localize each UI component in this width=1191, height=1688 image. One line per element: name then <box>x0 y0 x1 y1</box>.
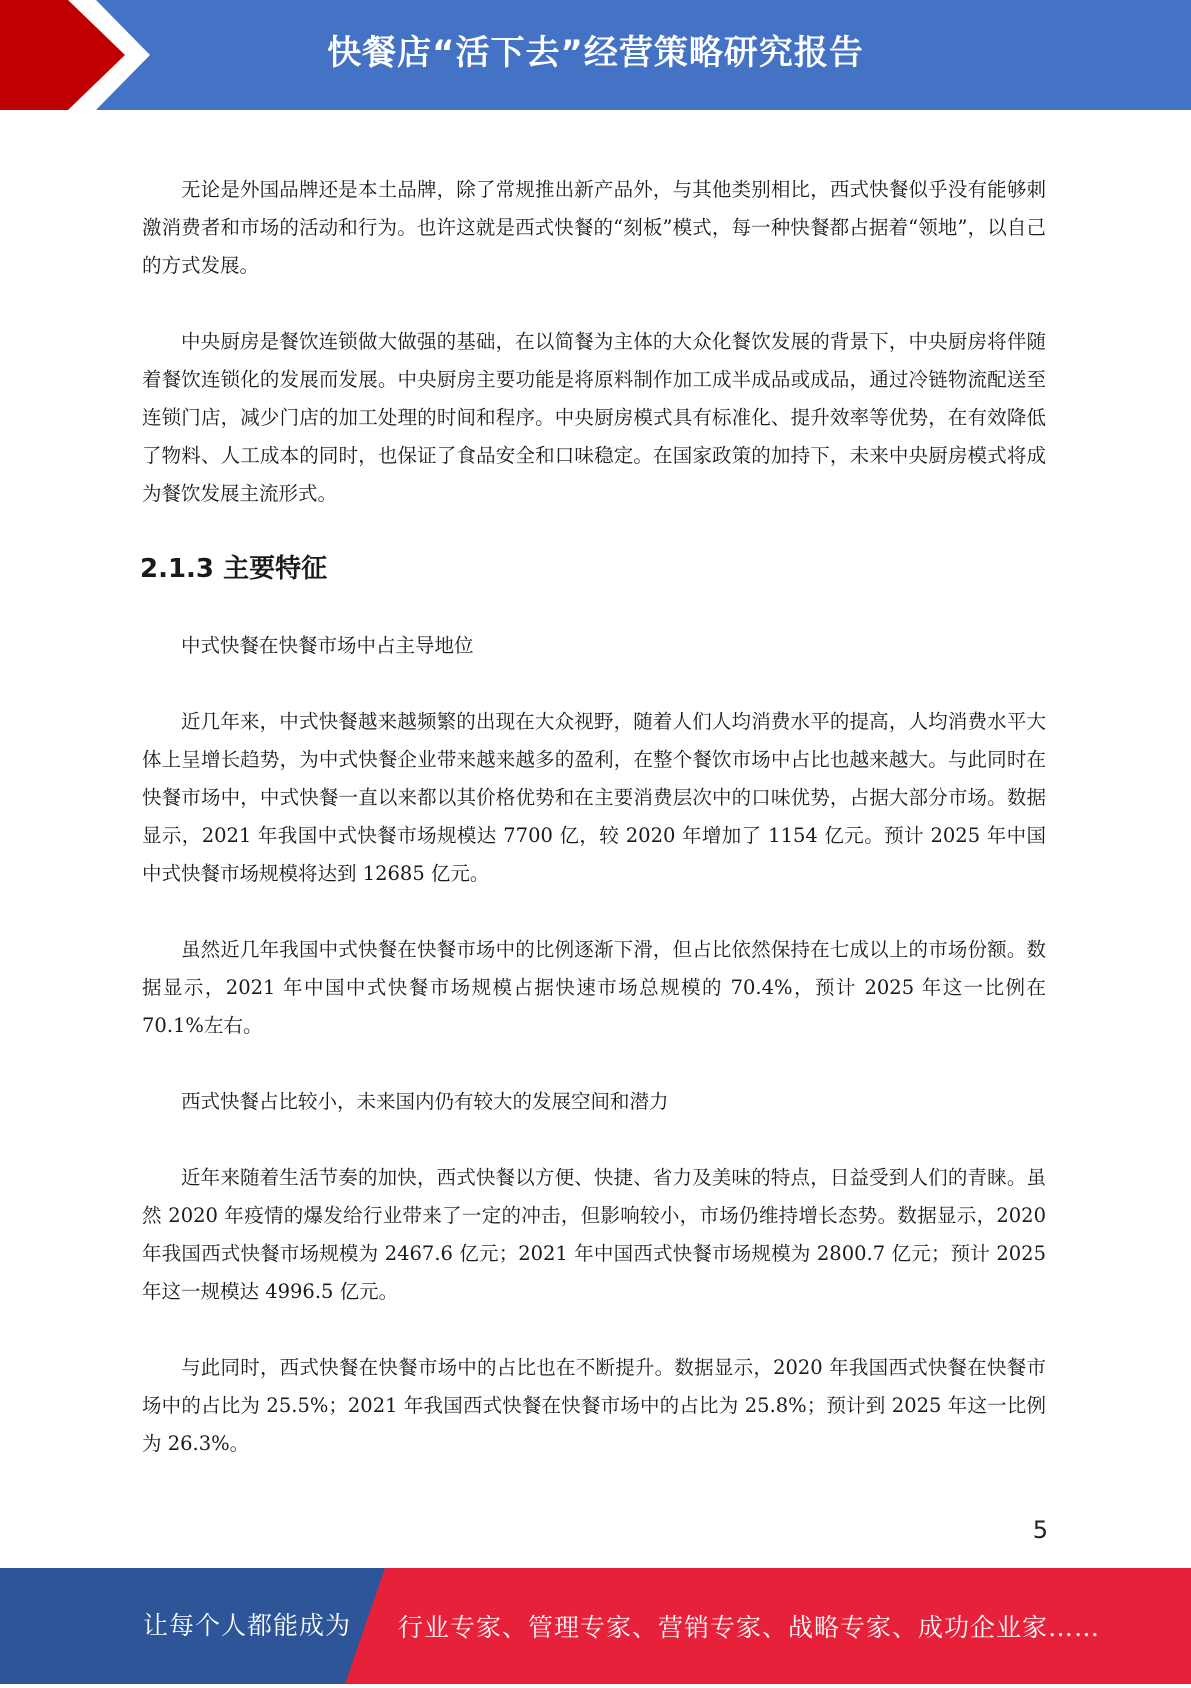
page-footer <box>0 1568 1191 1684</box>
paragraph: 虽然近几年我国中式快餐在快餐市场中的比例逐渐下滑，但占比依然保持在七成以上的市场份额。数据显示，2021 年中国中式快餐市场规模占据快速市场总规模的 70.4%，预计 2025 年这一比例在 70.1%左右。 <box>142 938 1046 1037</box>
section-heading: 2.1.3 主要特征 <box>140 554 328 584</box>
paragraph: 与此同时，西式快餐在快餐市场中的占比也在不断提升。数据显示，2020 年我国西式快餐在快餐市场中的占比为 25.5%；2021 年我国西式快餐在快餐市场中的占比为 25.8%；预计到 2025 年这一比例为 26.3%。 <box>142 1356 1046 1455</box>
subheading: 西式快餐占比较小，未来国内仍有较大的发展空间和潜力 <box>181 1090 669 1113</box>
paragraph: 近几年来，中式快餐越来越频繁的出现在大众视野，随着人们人均消费水平的提高，人均消费水平大体上呈增长趋势，为中式快餐企业带来越来越多的盈利，在整个餐饮市场中占比也越来越大。与此同时在快餐市场中，中式快餐一直以来都以其价格优势和在主要消费层次中的口味优势，占据大部分市场。数据显示，2021 年我国中式快餐市场规模达 7700 亿，较 2020 年增加了 1154 亿元。预计 2025 年中国中式快餐市场规模将达到 12685 亿元。 <box>142 710 1046 885</box>
subheading: 中式快餐在快餐市场中占主导地位 <box>181 634 474 657</box>
report-title: 快餐店“活下去”经营策略研究报告 <box>327 33 864 73</box>
page-header <box>0 0 1191 110</box>
paragraph: 无论是外国品牌还是本土品牌，除了常规推出新产品外，与其他类别相比，西式快餐似乎没有能够刺激消费者和市场的活动和行为。也许这就是西式快餐的“刻板”模式，每一种快餐都占据着“领地”，以自己的方式发展。 <box>142 178 1046 277</box>
paragraph: 近年来随着生活节奏的加快，西式快餐以方便、快捷、省力及美味的特点，日益受到人们的青睐。虽然 2020 年疫情的爆发给行业带来了一定的冲击，但影响较小，市场仍维持增长态势。数据显示，2020 年我国西式快餐市场规模为 2467.6 亿元；2021 年中国西式快餐市场规模为 2800.7 亿元；预计 2025 年这一规模达 4996.5 亿元。 <box>142 1166 1046 1303</box>
paragraph: 中央厨房是餐饮连锁做大做强的基础，在以简餐为主体的大众化餐饮发展的背景下，中央厨房将伴随着餐饮连锁化的发展而发展。中央厨房主要功能是将原料制作加工成半成品或成品，通过冷链物流配送至连锁门店，减少门店的加工处理的时间和程序。中央厨房模式具有标准化、提升效率等优势，在有效降低了物料、人工成本的同时，也保证了食品安全和口味稳定。在国家政策的加持下，未来中央厨房模式将成为餐饮发展主流形式。 <box>142 330 1046 505</box>
footer-slogan-right: 行业专家、管理专家、营销专家、战略专家、成功企业家…… <box>398 1613 1101 1642</box>
document-body <box>142 171 1046 1501</box>
page-number: 5 <box>1032 1516 1048 1544</box>
footer-slogan-left: 让每个人都能成为 <box>143 1611 352 1640</box>
